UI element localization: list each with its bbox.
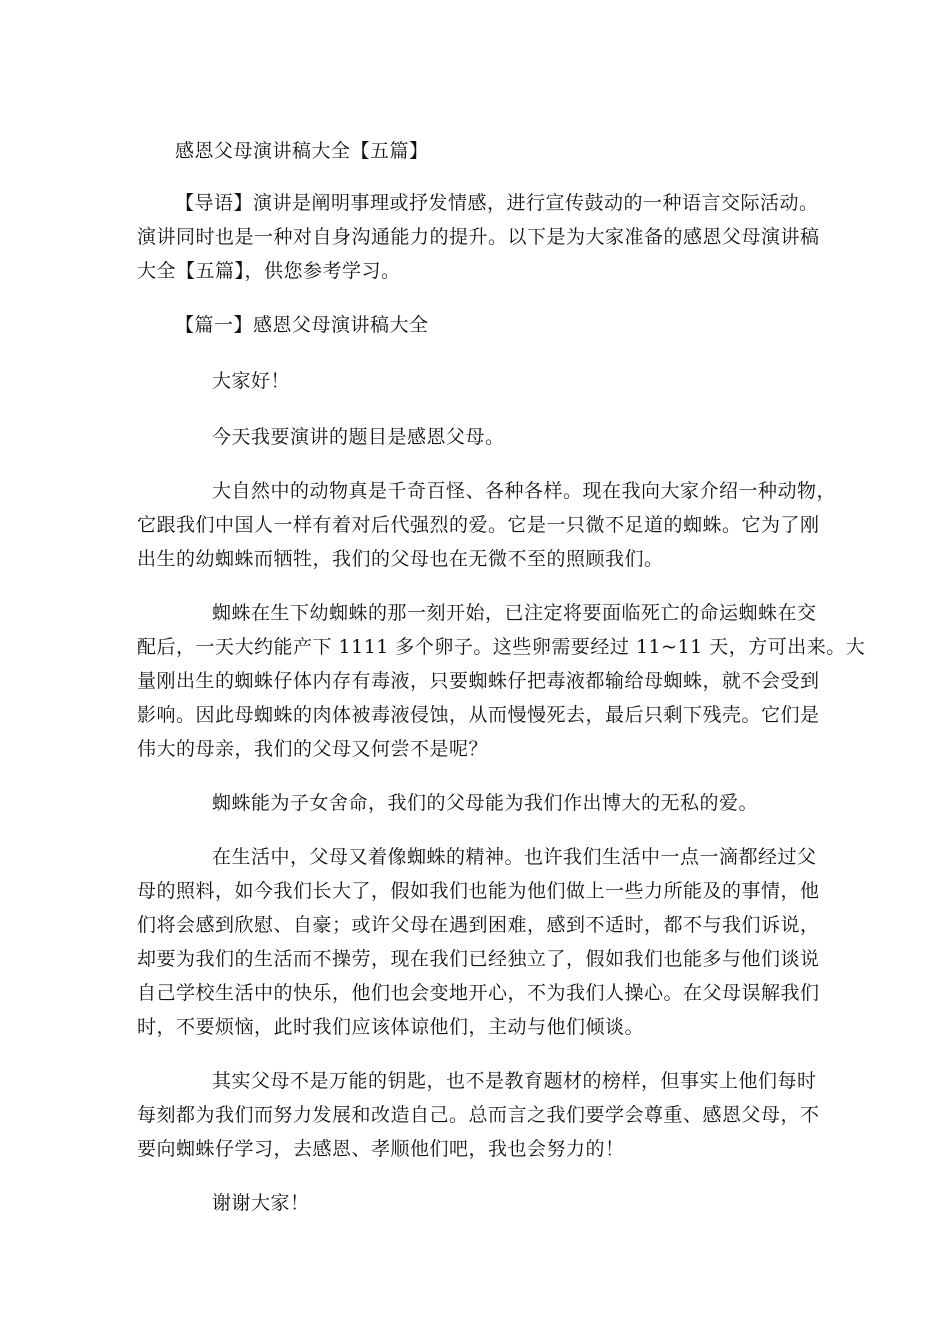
paragraph-2-line-4: 影响。因此母蜘蛛的肉体被毒液侵蚀，从而慢慢死去，最后只剩下残壳。它们是	[137, 704, 820, 726]
paragraph-2-line-2: 配后，一天大约能产下 1111 多个卵子。这些卵需要经过 11~11 天，方可出来。大	[137, 636, 866, 658]
paragraph-4-line-6: 时，不要烦恼，此时我们应该体谅他们，主动与他们倾谈。	[137, 1016, 645, 1038]
closing-line: 谢谢大家！	[212, 1192, 310, 1214]
paragraph-5-line-2: 每刻都为我们而努力发展和改造自己。总而言之我们要学会尊重、感恩父母，不	[137, 1104, 820, 1126]
paragraph-5-line-1: 其实父母不是万能的钥匙，也不是教育题材的榜样，但事实上他们每时	[212, 1070, 817, 1092]
paragraph-1-line-1: 大自然中的动物真是千奇百怪、各种各样。现在我向大家介绍一种动物，	[212, 480, 837, 502]
paragraph-4-line-2: 母的照料，如今我们长大了，假如我们也能为他们做上一些力所能及的事情，他	[137, 880, 820, 902]
paragraph-1-line-3: 出生的幼蜘蛛而牺牲，我们的父母也在无微不至的照顾我们。	[137, 548, 664, 570]
section-heading: 【篇一】感恩父母演讲稿大全	[175, 314, 429, 336]
greeting: 大家好！	[212, 370, 291, 392]
paragraph-4-line-3: 们将会感到欣慰、自豪；或许父母在遇到困难，感到不适时，都不与我们诉说，	[137, 914, 820, 936]
paragraph-4-line-4: 却要为我们的生活而不操劳，现在我们已经独立了，假如我们也能多与他们谈说	[137, 948, 820, 970]
paragraph-1-line-2: 它跟我们中国人一样有着对后代强烈的爱。它是一只微不足道的蜘蛛。它为了刚	[137, 514, 820, 536]
paragraph-2-line-1: 蜘蛛在生下幼蜘蛛的那一刻开始，已注定将要面临死亡的命运蜘蛛在交	[212, 602, 817, 624]
paragraph-3: 蜘蛛能为子女舍命，我们的父母能为我们作出博大的无私的爱。	[212, 792, 759, 814]
paragraph-2-line-3: 量刚出生的蜘蛛仔体内存有毒液，只要蜘蛛仔把毒液都输给母蜘蛛，就不会受到	[137, 670, 820, 692]
document-title: 感恩父母演讲稿大全【五篇】	[175, 140, 429, 162]
paragraph-2-line-5: 伟大的母亲，我们的父母又何尝不是呢？	[137, 738, 489, 760]
intro-line-2: 演讲同时也是一种对自身沟通能力的提升。以下是为大家准备的感恩父母演讲稿	[137, 226, 820, 248]
paragraph-4-line-1: 在生活中，父母又着像蜘蛛的精神。也许我们生活中一点一滴都经过父	[212, 846, 817, 868]
paragraph-4-line-5: 自己学校生活中的快乐，他们也会变地开心，不为我们人操心。在父母误解我们	[137, 982, 820, 1004]
intro-line-3: 大全【五篇】，供您参考学习。	[137, 260, 401, 282]
paragraph-5-line-3: 要向蜘蛛仔学习，去感恩、孝顺他们吧，我也会努力的！	[137, 1138, 625, 1160]
topic-line: 今天我要演讲的题目是感恩父母。	[212, 426, 505, 448]
intro-line-1: 【导语】演讲是阐明事理或抒发情感，进行宣传鼓动的一种语言交际活动。	[175, 192, 819, 214]
